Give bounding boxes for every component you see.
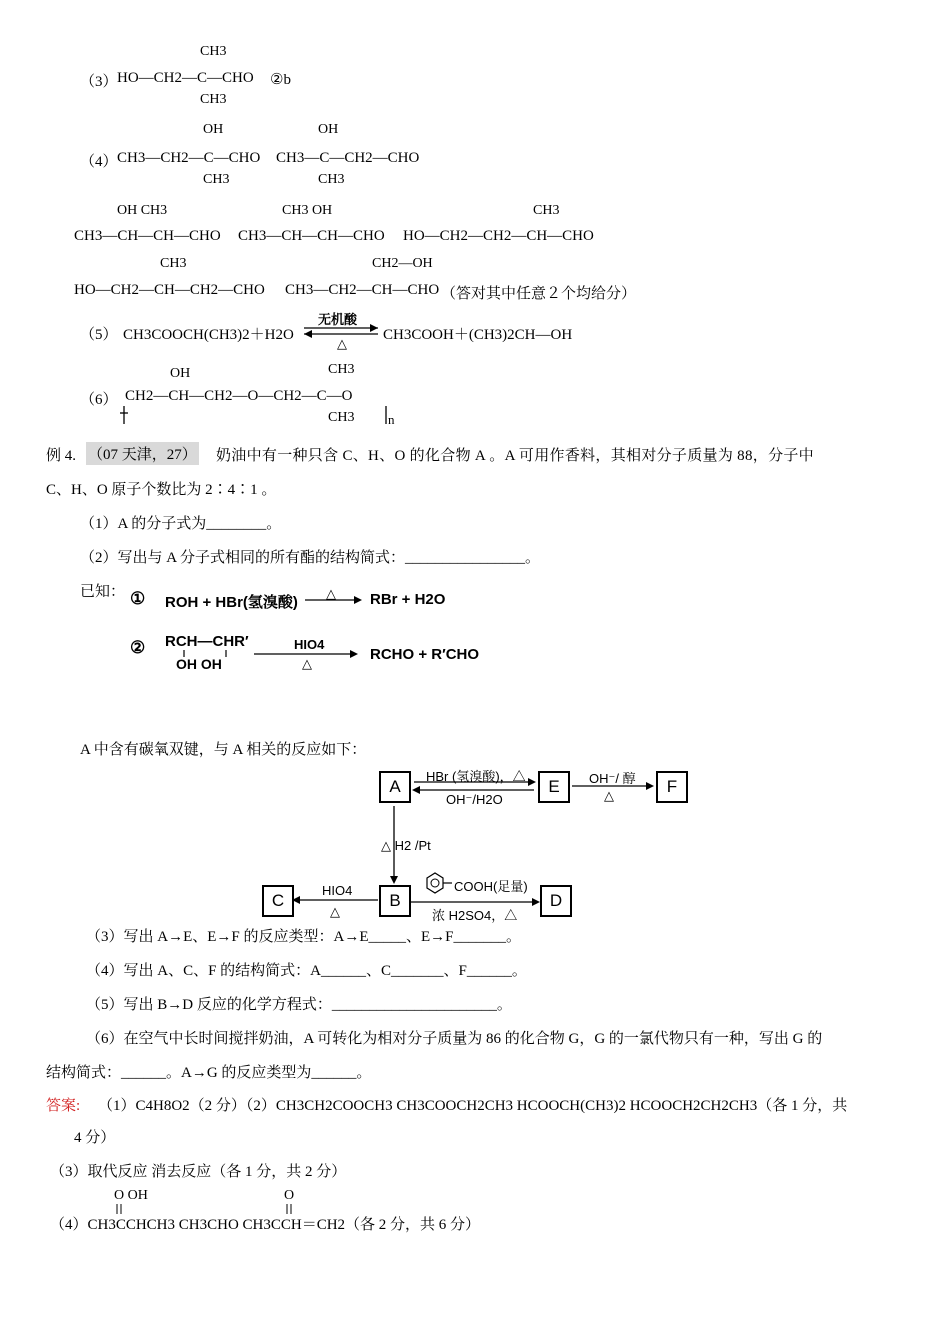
example-text1: 奶油中有一种只含 C、H、O 的化合物 A 。A 可用作香料，其相对分子质量为 88，分子中 <box>216 448 814 464</box>
known-r2-left-sub: OH OH <box>176 656 222 672</box>
struct4-label: （4） <box>80 154 118 170</box>
scheme-box-f: F <box>656 771 688 803</box>
struct3-bottom: CH3 <box>200 92 227 107</box>
row3-c-top: OH CH3 <box>117 203 168 218</box>
row3-d-formula: CH3—CH—CH—CHO <box>238 228 385 244</box>
answer-3: （3）取代反应 消去反应（各 1 分，共 2 分） <box>50 1164 347 1180</box>
known-r2-left: RCH—CHR′ <box>165 633 249 650</box>
scheme-ae-top: HBr (氢溴酸)，△ <box>426 769 526 784</box>
known-r2-right: RCHO + R′CHO <box>370 646 480 663</box>
struct3-suffix: ②b <box>270 72 291 88</box>
question-6b: 结构简式：______。A→G 的反应类型为______。 <box>46 1065 372 1081</box>
example-prefix: 例 4. <box>46 448 77 464</box>
question-4: （4）写出 A、C、F 的结构简式：A______、C_______、F______。 <box>86 963 527 979</box>
question-5: （5）写出 B→D 反应的化学方程式：______________________。 <box>86 997 512 1013</box>
example-text2: C、H、O 原子个数比为 2∶4∶1 。 <box>46 482 277 498</box>
eq5-left: CH3COOCH(CH3)2＋H2O <box>123 327 294 343</box>
answer-1-2: （1）C4H8O2（2 分）（2）CH3CH2COOCH3 CH3COOCH2CH3 HCOOCH(CH3)2 HCOOCH2CH2CH3（各 1 分，共 <box>98 1098 848 1114</box>
row3-e-top: CH3 <box>533 203 560 218</box>
known-r2-cond-bottom: △ <box>302 656 312 671</box>
known-label: 已知： <box>80 584 126 600</box>
example-source: （07 天津，27） <box>86 442 199 465</box>
row3-c-formula: CH3—CH—CH—CHO <box>74 228 221 244</box>
poly6-top-oh: OH <box>170 366 191 381</box>
example-q1: （1）A 的分子式为________。 <box>80 516 282 532</box>
eq5-below: △ <box>337 336 347 351</box>
poly6-bottom-ch3: CH3 <box>328 410 355 425</box>
scheme-ef-bottom: △ <box>604 788 614 803</box>
scheme-bc-top: HIO4 <box>322 883 353 898</box>
scheme-box-e: E <box>538 771 570 803</box>
struct4-b-formula: CH3—C—CH2—CHO <box>276 150 420 166</box>
struct4-b-top: OH <box>318 122 339 137</box>
scheme-box-a: A <box>379 771 411 803</box>
known-r1-right: RBr + H2O <box>370 591 446 608</box>
scheme-box-b: B <box>379 885 411 917</box>
known-r1-cond: △ <box>326 586 336 601</box>
question-6a: （6）在空气中长时间搅拌奶油，A 可转化为相对分子质量为 86 的化合物 G，G 的一氯代物只有一种，写出 G 的 <box>86 1031 823 1047</box>
scheme-bd-top: COOH(足量) <box>454 879 528 894</box>
poly6-label: （6） <box>80 392 118 408</box>
known-r2-num: ② <box>130 638 146 657</box>
poly6-top-ch3: CH3 <box>328 362 355 377</box>
row4-g-top: CH2—OH <box>372 256 433 271</box>
poly6-formula: CH2—CH—CH2—O—CH2—C—O <box>125 388 353 404</box>
row4-f-top: CH3 <box>160 256 187 271</box>
struct3-top: CH3 <box>200 44 227 59</box>
scheme-ef-top: OH⁻/ 醇 <box>589 771 636 786</box>
known-r2-cond-top: HIO4 <box>294 637 325 652</box>
answer-4-top1: O OH <box>114 1188 148 1203</box>
answer-4-top2: O <box>284 1188 295 1203</box>
eq5-above: 无机酸 <box>318 312 358 327</box>
eq5-right: CH3COOH＋(CH3)2CH—OH <box>383 327 573 343</box>
struct4-a-bottom: CH3 <box>203 172 230 187</box>
question-3: （3）写出 A→E、E→F 的反应类型：A→E_____、E→F_______。 <box>86 929 522 945</box>
scheme-bd-bottom: 浓 H2SO4，△ <box>432 908 518 923</box>
row4-f-formula: HO—CH2—CH—CH2—CHO <box>74 282 265 298</box>
example-q2: （2）写出与 A 分子式相同的所有酯的结构简式：________________。 <box>80 550 541 566</box>
struct4-a-formula: CH3—CH2—C—CHO <box>117 150 261 166</box>
struct3-formula: HO—CH2—C—CHO <box>117 70 254 86</box>
poly6-n: n <box>388 412 395 427</box>
row3-d-top: CH3 OH <box>282 203 333 218</box>
scheme-ab: △ H2 /Pt <box>381 838 431 853</box>
known-r1-num: ① <box>130 589 146 608</box>
answer-label: 答案: <box>46 1098 81 1114</box>
eq5-label: （5） <box>80 327 118 343</box>
scheme-ae-bottom: OH⁻/H2O <box>446 792 503 807</box>
row4-note: （答对其中任意２个均给分） <box>441 286 637 302</box>
known-r1-left: ROH + HBr(氢溴酸) <box>165 594 298 611</box>
row4-g-formula: CH3—CH2—CH—CHO <box>285 282 440 298</box>
struct4-b-bottom: CH3 <box>318 172 345 187</box>
scheme-intro: A 中含有碳氧双键，与 A 相关的反应如下： <box>80 742 367 758</box>
answer-1-2-cont: 4 分） <box>74 1130 116 1146</box>
answer-4: （4）CH3CCHCH3 CH3CHO CH3CCH＝CH2（各 2 分，共 6 分） <box>50 1217 481 1233</box>
struct4-a-top: OH <box>203 122 224 137</box>
scheme-box-c: C <box>262 885 294 917</box>
row3-e-formula: HO—CH2—CH2—CH—CHO <box>403 228 594 244</box>
scheme-box-d: D <box>540 885 572 917</box>
struct3-label: （3） <box>80 74 118 90</box>
scheme-bc-bottom: △ <box>330 904 340 919</box>
